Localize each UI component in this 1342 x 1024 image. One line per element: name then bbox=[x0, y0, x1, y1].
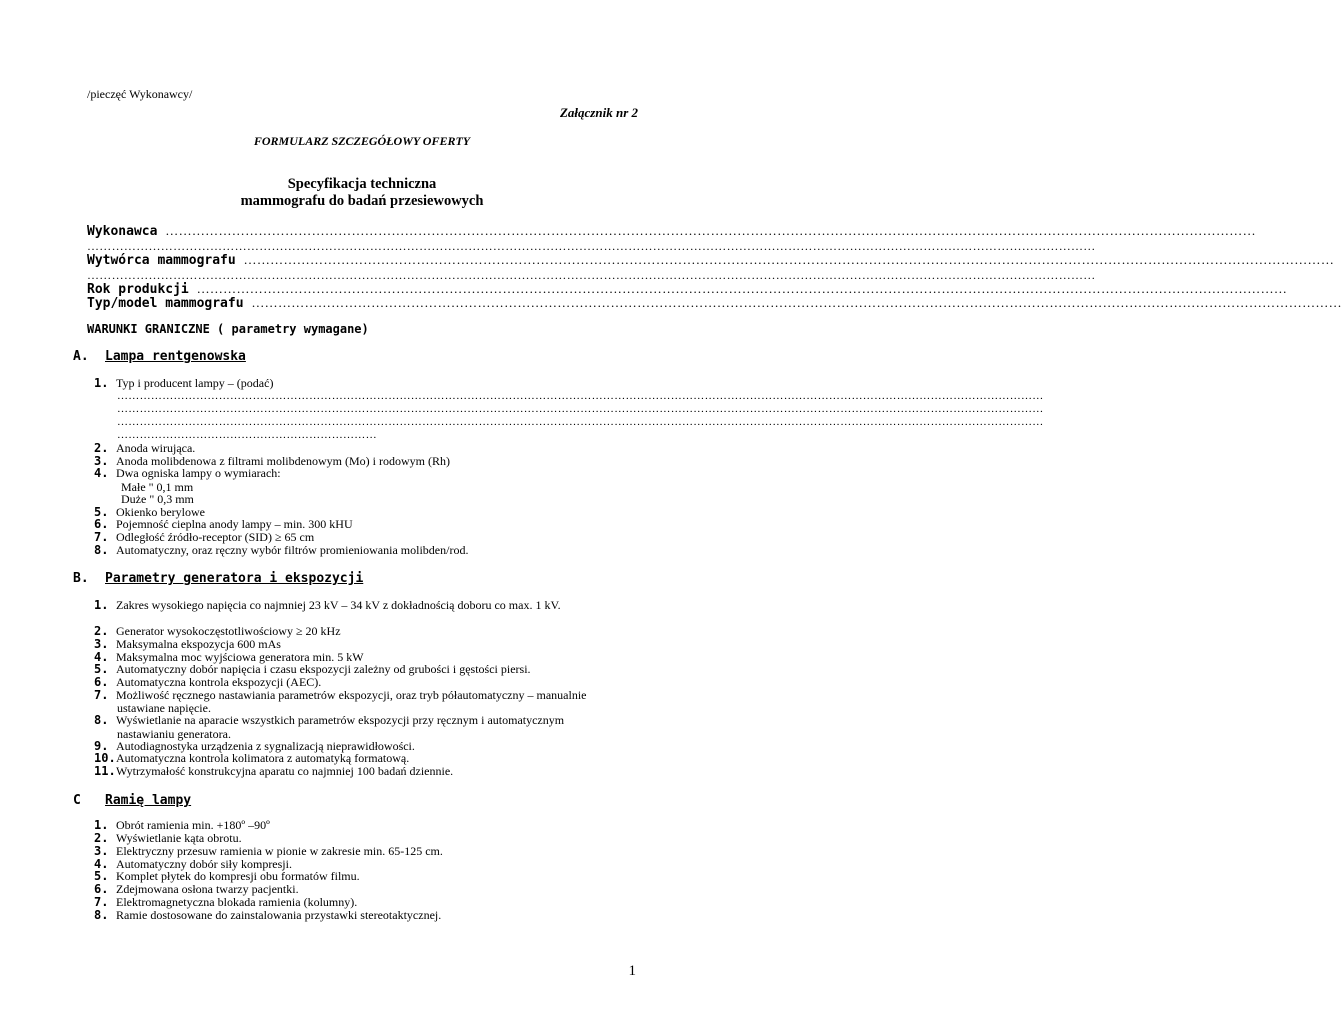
focus-large: Duże " 0,3 mm bbox=[121, 492, 194, 506]
section-a-title: Lampa rentgenowska bbox=[105, 349, 246, 364]
list-item: 5. Komplet płytek do kompresji obu formatów filmu. bbox=[94, 869, 360, 883]
list-item: 6. Zdejmowana osłona twarzy pacjentki. bbox=[94, 882, 299, 896]
section-b-heading bbox=[73, 571, 363, 586]
list-item: 8. Ramie dostosowane do zainstalowania przystawki stereotaktycznej. bbox=[94, 908, 442, 922]
list-item: 3. Maksymalna ekspozycja 600 mAs bbox=[94, 637, 281, 651]
field-model-label: Typ/model mammografu bbox=[87, 296, 244, 311]
list-item: 7. Odległość źródło-receptor (SID) ≥ 65 cm bbox=[94, 530, 315, 544]
field-year-dots: ………………………………………………………………………………………………………………………………………………………………………………………………………………………… bbox=[196, 281, 1288, 296]
answer-dots-line: ………………………………………………………………………………………………………………………………………………………………………………………………………………………… bbox=[117, 390, 1044, 402]
field-wykonawca bbox=[87, 223, 1256, 239]
field-producer-dots: ………………………………………………………………………………………………………………………………………………………………………………………………………………………… bbox=[243, 252, 1335, 267]
page-number: 1 bbox=[628, 963, 636, 979]
list-item: 8. Automatyczny, oraz ręczny wybór filtrów promieniowania molibden/rod. bbox=[94, 543, 469, 557]
field-model-dots: ………………………………………………………………………………………………………………………………………………………………………………………………………………………… bbox=[251, 295, 1342, 310]
list-item: 2. Anoda wirująca. bbox=[94, 441, 196, 455]
section-c-heading bbox=[73, 793, 191, 808]
list-item: 1. Typ i producent lampy – (podać) bbox=[94, 376, 274, 390]
list-item: 6. Pojemność cieplna anody lampy – min. 300 kHU bbox=[94, 517, 353, 531]
section-c-letter: C bbox=[73, 793, 81, 808]
list-item: 10.Automatyczna kontrola kolimatora z automatyką formatową. bbox=[94, 751, 410, 765]
list-item: 2. Wyświetlanie kąta obrotu. bbox=[94, 831, 242, 845]
field-wykonawca-dots-line2: ………………………………………………………………………………………………………………………………………………………………………………………………………………………… bbox=[87, 239, 1096, 253]
answer-dots-line: ………………………………………………………………………………………………………………………………………………………………………………………………………………………… bbox=[117, 416, 1044, 428]
list-item: 7. Możliwość ręcznego nastawiania parametrów ekspozycji, oraz tryb półautomatyczny – manualnie bbox=[94, 688, 587, 702]
list-item: 7. Elektromagnetyczna blokada ramienia (kolumny). bbox=[94, 895, 358, 909]
field-producer-dots-line2: ………………………………………………………………………………………………………………………………………………………………………………………………………………………… bbox=[87, 268, 1096, 282]
field-producer bbox=[87, 252, 1335, 268]
section-a-heading bbox=[73, 349, 246, 364]
answer-dots-line: …………………………………………………………… bbox=[117, 429, 377, 441]
annex-label: Załącznik nr 2 bbox=[559, 105, 638, 120]
section-c-title: Ramię lampy bbox=[105, 793, 192, 808]
list-item: 2. Generator wysokoczęstotliwościowy ≥ 20 kHz bbox=[94, 624, 341, 638]
list-item: 9. Autodiagnostyka urządzenia z sygnalizacją nieprawidłowości. bbox=[94, 739, 415, 753]
answer-dots-line: ………………………………………………………………………………………………………………………………………………………………………………………………………………………… bbox=[117, 403, 1044, 415]
list-item: 1. Obrót ramienia min. +180º –90º bbox=[94, 818, 270, 832]
list-item: 5. Okienko berylowe bbox=[94, 505, 205, 519]
list-item: 1. Zakres wysokiego napięcia co najmniej 23 kV – 34 kV z dokładnością doboru co max. 1 kV. bbox=[94, 598, 561, 612]
field-year-label: Rok produkcji bbox=[87, 282, 189, 297]
list-item-continuation: ustawiane napięcie. bbox=[117, 701, 211, 715]
section-b-title: Parametry generatora i ekspozycji bbox=[105, 571, 364, 586]
list-item: 11.Wytrzymałość konstrukcyjna aparatu co najmniej 100 badań dziennie. bbox=[94, 764, 454, 778]
list-item: 6. Automatyczna kontrola ekspozycji (AEC). bbox=[94, 675, 322, 689]
field-producer-label: Wytwórca mammografu bbox=[87, 253, 236, 268]
list-item: 8. Wyświetlanie na aparacie wszystkich parametrów ekspozycji przy ręcznym i automatycznym bbox=[94, 713, 565, 727]
field-wykonawca-dots: ………………………………………………………………………………………………………………………………………………………………………………………………………………………… bbox=[165, 223, 1256, 238]
field-model bbox=[87, 295, 1342, 311]
list-item: 4. Dwa ogniska lampy o wymiarach: bbox=[94, 466, 281, 480]
list-item: 3. Anoda molibdenowa z filtrami molibdenowym (Mo) i rodowym (Rh) bbox=[94, 454, 450, 468]
focus-small: Małe " 0,1 mm bbox=[121, 480, 194, 494]
warunki-heading: WARUNKI GRANICZNE ( parametry wymagane) bbox=[87, 322, 369, 336]
section-b-letter: B. bbox=[73, 571, 89, 586]
list-item: 4. Automatyczny dobór siły kompresji. bbox=[94, 857, 292, 871]
field-wykonawca-label: Wykonawca bbox=[87, 224, 158, 239]
list-item: 3. Elektryczny przesuw ramienia w pionie w zakresie min. 65-125 cm. bbox=[94, 844, 443, 858]
spec-title-line2: mammografu do badań przesiewowych bbox=[240, 193, 484, 209]
form-title: FORMULARZ SZCZEGÓŁOWY OFERTY bbox=[253, 134, 471, 148]
list-item-continuation: nastawianiu generatora. bbox=[117, 727, 231, 741]
section-a-letter: A. bbox=[73, 349, 89, 364]
spec-title-line1: Specyfikacja techniczna bbox=[287, 176, 437, 192]
stamp-placeholder: /pieczęć Wykonawcy/ bbox=[87, 87, 193, 101]
list-item: 4. Maksymalna moc wyjściowa generatora min. 5 kW bbox=[94, 650, 364, 664]
list-item: 5. Automatyczny dobór napięcia i czasu ekspozycji zależny od grubości i gęstości piersi. bbox=[94, 662, 531, 676]
